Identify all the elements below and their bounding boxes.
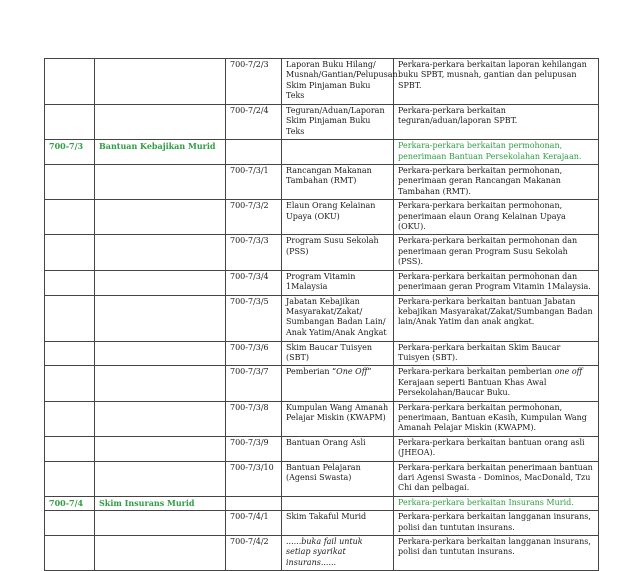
section-cell — [95, 295, 226, 341]
section-cell — [95, 401, 226, 436]
code-cell — [45, 461, 95, 496]
table-row — [45, 511, 599, 536]
code-cell — [45, 366, 95, 401]
subject-cell: Program Vitamin 1Malaysia — [282, 270, 394, 295]
table-row — [45, 235, 599, 270]
section-code: 700-7/3 — [45, 140, 95, 165]
subject-cell: Kumpulan Wang Amanah Pelajar Miskin (KWAPM) — [282, 401, 394, 436]
table-row — [45, 270, 599, 295]
section-cell — [95, 235, 226, 270]
section-title: Skim Insurans Murid — [95, 496, 226, 510]
code-cell — [45, 165, 95, 200]
description-text: Kerajaan seperti Bantuan Khas Awal Persekolahan/Baucar Buku. — [398, 377, 547, 398]
section-cell — [95, 270, 226, 295]
table-row — [45, 200, 599, 235]
description-italic-text: one off — [554, 367, 583, 377]
code-cell — [45, 105, 95, 140]
subject-cell: Skim Baucar Tuisyen (SBT) — [282, 341, 394, 366]
section-cell — [95, 511, 226, 536]
description-cell: Perkara-perkara berkaitan permohonan dan penerimaan geran Program Vitamin 1Malaysia. — [394, 270, 599, 295]
table-row — [45, 341, 599, 366]
description-cell: Perkara-perkara berkaitan Skim Baucar Tuisyen (SBT). — [394, 341, 599, 366]
subject-cell: Rancangan Makanan Tambahan (RMT) — [282, 165, 394, 200]
code-cell — [45, 511, 95, 536]
file-number-cell — [226, 496, 282, 510]
section-heading-row — [45, 496, 599, 510]
subject-cell: Jabatan Kebajikan Masyarakat/Zakat/ Sumbangan Badan Lain/ Anak Yatim/Anak Angkat — [282, 295, 394, 341]
description-cell: Perkara-perkara berkaitan teguran/aduan/laporan SPBT. — [394, 105, 599, 140]
file-number-cell: 700-7/3/1 — [226, 165, 282, 200]
subject-cell — [282, 496, 394, 510]
description-cell: Perkara-perkara berkaitan bantuan Jabatan kebajikan Masyarakat/Zakat/Sumbangan Badan lain/Anak Yatim dan anak angkat. — [394, 295, 599, 341]
description-cell: Perkara-perkara berkaitan langganan insurans, polisi dan tuntutan insurans. — [394, 536, 599, 571]
code-cell — [45, 270, 95, 295]
description-cell: Perkara-perkara berkaitan bantuan orang asli (JHEOA). — [394, 436, 599, 461]
subject-cell: Bantuan Orang Asli — [282, 436, 394, 461]
description-cell: Perkara-perkara berkaitan permohonan, penerimaan, Bantuan eKasih, Kumpulan Wang Amanah Pelajar Miskin (KWAPM). — [394, 401, 599, 436]
subject-text: ” — [367, 367, 372, 377]
description-text: Perkara-perkara berkaitan pemberian — [398, 367, 555, 377]
file-number-cell: 700-7/3/6 — [226, 341, 282, 366]
description-cell: Perkara-perkara berkaitan penerimaan bantuan dari Agensi Swasta - Dominos, MacDonald, Tzu Chi dan pelbagai. — [394, 461, 599, 496]
subject-cell: Program Susu Sekolah (PSS) — [282, 235, 394, 270]
section-description: Perkara-perkara berkaitan permohonan, penerimaan Bantuan Persekolahan Kerajaan. — [394, 140, 599, 165]
section-cell — [95, 461, 226, 496]
file-number-cell — [226, 140, 282, 165]
section-cell — [95, 105, 226, 140]
section-cell — [95, 536, 226, 571]
file-number-cell: 700-7/4/2 — [226, 536, 282, 571]
subject-cell: Teguran/Aduan/Laporan Skim Pinjaman Buku Teks — [282, 105, 394, 140]
file-classification-table — [44, 58, 599, 571]
section-cell — [95, 436, 226, 461]
subject-cell: Skim Takaful Murid — [282, 511, 394, 536]
table-row — [45, 461, 599, 496]
description-cell: Perkara-perkara berkaitan laporan kehilangan buku SPBT, musnah, gantian dan pelupusan SPBT. — [394, 59, 599, 105]
file-number-cell: 700-7/3/2 — [226, 200, 282, 235]
table-row — [45, 165, 599, 200]
code-cell — [45, 59, 95, 105]
section-title: Bantuan Kebajikan Murid — [95, 140, 226, 165]
file-number-cell: 700-7/3/9 — [226, 436, 282, 461]
table-row — [45, 436, 599, 461]
code-cell — [45, 235, 95, 270]
code-cell — [45, 401, 95, 436]
file-number-cell: 700-7/3/8 — [226, 401, 282, 436]
file-number-cell: 700-7/2/4 — [226, 105, 282, 140]
file-number-cell: 700-7/2/3 — [226, 59, 282, 105]
table-row — [45, 366, 599, 401]
section-cell — [95, 341, 226, 366]
section-description: Perkara-perkara berkaitan Insurans Murid. — [394, 496, 599, 510]
description-cell: Perkara-perkara berkaitan permohonan, penerimaan elaun Orang Kelainan Upaya (OKU). — [394, 200, 599, 235]
subject-cell: Bantuan Pelajaran (Agensi Swasta) — [282, 461, 394, 496]
subject-cell: ......buka fail untuk setiap syarikat insurans...... — [282, 536, 394, 571]
file-number-cell: 700-7/4/1 — [226, 511, 282, 536]
subject-italic-text: One Off — [336, 367, 368, 377]
file-number-cell: 700-7/3/7 — [226, 366, 282, 401]
code-cell — [45, 536, 95, 571]
subject-cell — [282, 366, 394, 401]
description-cell: Perkara-perkara berkaitan permohonan dan penerimaan geran Program Susu Sekolah (PSS). — [394, 235, 599, 270]
table-row — [45, 105, 599, 140]
description-cell: Perkara-perkara berkaitan langganan insurans, polisi dan tuntutan insurans. — [394, 511, 599, 536]
subject-cell: Laporan Buku Hilang/ Musnah/Gantian/Pelupusan Skim Pinjaman Buku Teks — [282, 59, 394, 105]
description-cell: Perkara-perkara berkaitan permohonan, penerimaan geran Rancangan Makanan Tambahan (RMT). — [394, 165, 599, 200]
code-cell — [45, 200, 95, 235]
section-cell — [95, 59, 226, 105]
file-number-cell: 700-7/3/4 — [226, 270, 282, 295]
section-cell — [95, 366, 226, 401]
table-row — [45, 536, 599, 571]
table-row — [45, 401, 599, 436]
table-row — [45, 59, 599, 105]
description-cell — [394, 366, 599, 401]
section-cell — [95, 200, 226, 235]
file-number-cell: 700-7/3/10 — [226, 461, 282, 496]
subject-cell: Elaun Orang Kelainan Upaya (OKU) — [282, 200, 394, 235]
section-code: 700-7/4 — [45, 496, 95, 510]
code-cell — [45, 295, 95, 341]
code-cell — [45, 341, 95, 366]
section-cell — [95, 165, 226, 200]
subject-text: Pemberian “ — [286, 367, 337, 377]
table-row — [45, 295, 599, 341]
file-number-cell: 700-7/3/3 — [226, 235, 282, 270]
code-cell — [45, 436, 95, 461]
file-number-cell: 700-7/3/5 — [226, 295, 282, 341]
section-heading-row — [45, 140, 599, 165]
subject-cell — [282, 140, 394, 165]
